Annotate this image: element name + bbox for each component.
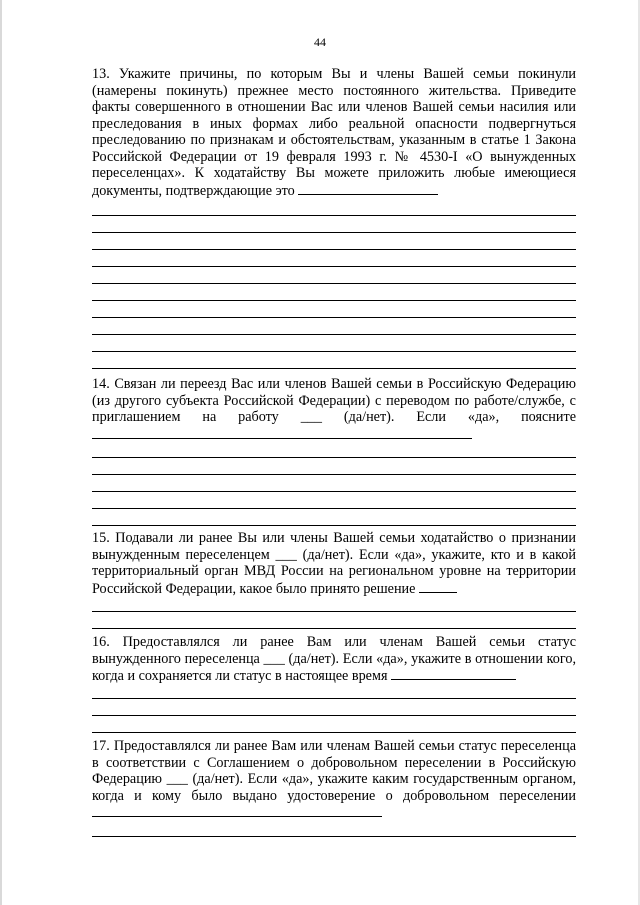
- question-16-text: [92, 634, 576, 685]
- answer-line[interactable]: [92, 351, 576, 352]
- question-15-answer-line[interactable]: [419, 580, 457, 593]
- question-14: [92, 376, 576, 443]
- question-16: [92, 634, 576, 685]
- answer-line[interactable]: [92, 491, 576, 492]
- question-15: [92, 530, 576, 597]
- answer-line[interactable]: [92, 525, 576, 526]
- answer-line[interactable]: [92, 368, 576, 369]
- question-16-label: 16. Предоставлялся ли ранее Вам или членам Вашей семьи статус вынужденного переселенца ___ (да/нет). Если «да», укажите в отношении кого, когда и сохраняется ли статус в настоящее время: [92, 634, 576, 684]
- question-13-label: 13. Укажите причины, по которым Вы и члены Вашей семьи покинули (намерены покинуть) прежнее место постоянного жительства. Приведите факты совершенного в отношении Вас или членов Вашей семьи насилия или преследования в иных формах либо реальной опасности подвергнуться преследованию по признакам и обстоятельствам, указанным в статье 1 Закона Российской Федерации от 19 февраля 1993 г. № 4530-I «О вынужденных переселенцах». К ходатайству Вы можете приложить любые имеющиеся документы, подтверждающие это: [92, 66, 576, 199]
- question-13: [92, 66, 576, 199]
- answer-line[interactable]: [92, 715, 576, 716]
- question-13-text: [92, 66, 576, 199]
- answer-line[interactable]: [92, 611, 576, 612]
- question-15-label: 15. Подавали ли ранее Вы или члены Вашей семьи ходатайство о признании вынужденным переселенцем ___ (да/нет). Если «да», укажите, кто и в какой территориальный орган МВД России на региональном уровне на территории Российской Федерации, какое было принято решение: [92, 530, 576, 597]
- answer-line[interactable]: [92, 300, 576, 301]
- answer-line[interactable]: [92, 474, 576, 475]
- answer-line[interactable]: [92, 628, 576, 629]
- question-17-answer-line[interactable]: [92, 804, 382, 817]
- question-14-answer-line[interactable]: [92, 426, 472, 439]
- answer-line[interactable]: [92, 317, 576, 318]
- answer-line[interactable]: [92, 232, 576, 233]
- answer-line[interactable]: [92, 334, 576, 335]
- answer-line[interactable]: [92, 732, 576, 733]
- question-14-label: 14. Связан ли переезд Вас или членов Вашей семьи в Российскую Федерацию (из другого субъекта Российской Федерации) с переводом по работе/службе, с приглашением на работу ___ (да/нет). Если «да», поясните: [92, 376, 576, 425]
- question-16-answer-line[interactable]: [391, 667, 516, 680]
- question-17-label: 17. Предоставлялся ли ранее Вам или членам Вашей семьи статус переселенца в соответствии с Соглашением о добровольном переселении в Российскую Федерацию ___ (да/нет). Если «да», укажите каким государственным органом, когда и кому было выдано удостоверение о добровольном переселении: [92, 738, 576, 804]
- answer-line[interactable]: [92, 457, 576, 458]
- answer-line[interactable]: [92, 215, 576, 216]
- answer-line[interactable]: [92, 698, 576, 699]
- answer-line[interactable]: [92, 836, 576, 837]
- answer-line[interactable]: [92, 508, 576, 509]
- question-17: [92, 738, 576, 822]
- answer-line[interactable]: [92, 249, 576, 250]
- answer-line[interactable]: [92, 283, 576, 284]
- question-17-text: [92, 738, 576, 822]
- question-14-text: [92, 376, 576, 443]
- question-15-text: [92, 530, 576, 597]
- page-number: 44: [314, 35, 326, 49]
- question-13-answer-line[interactable]: [298, 182, 438, 195]
- page-edge-left: [0, 0, 2, 905]
- answer-line[interactable]: [92, 266, 576, 267]
